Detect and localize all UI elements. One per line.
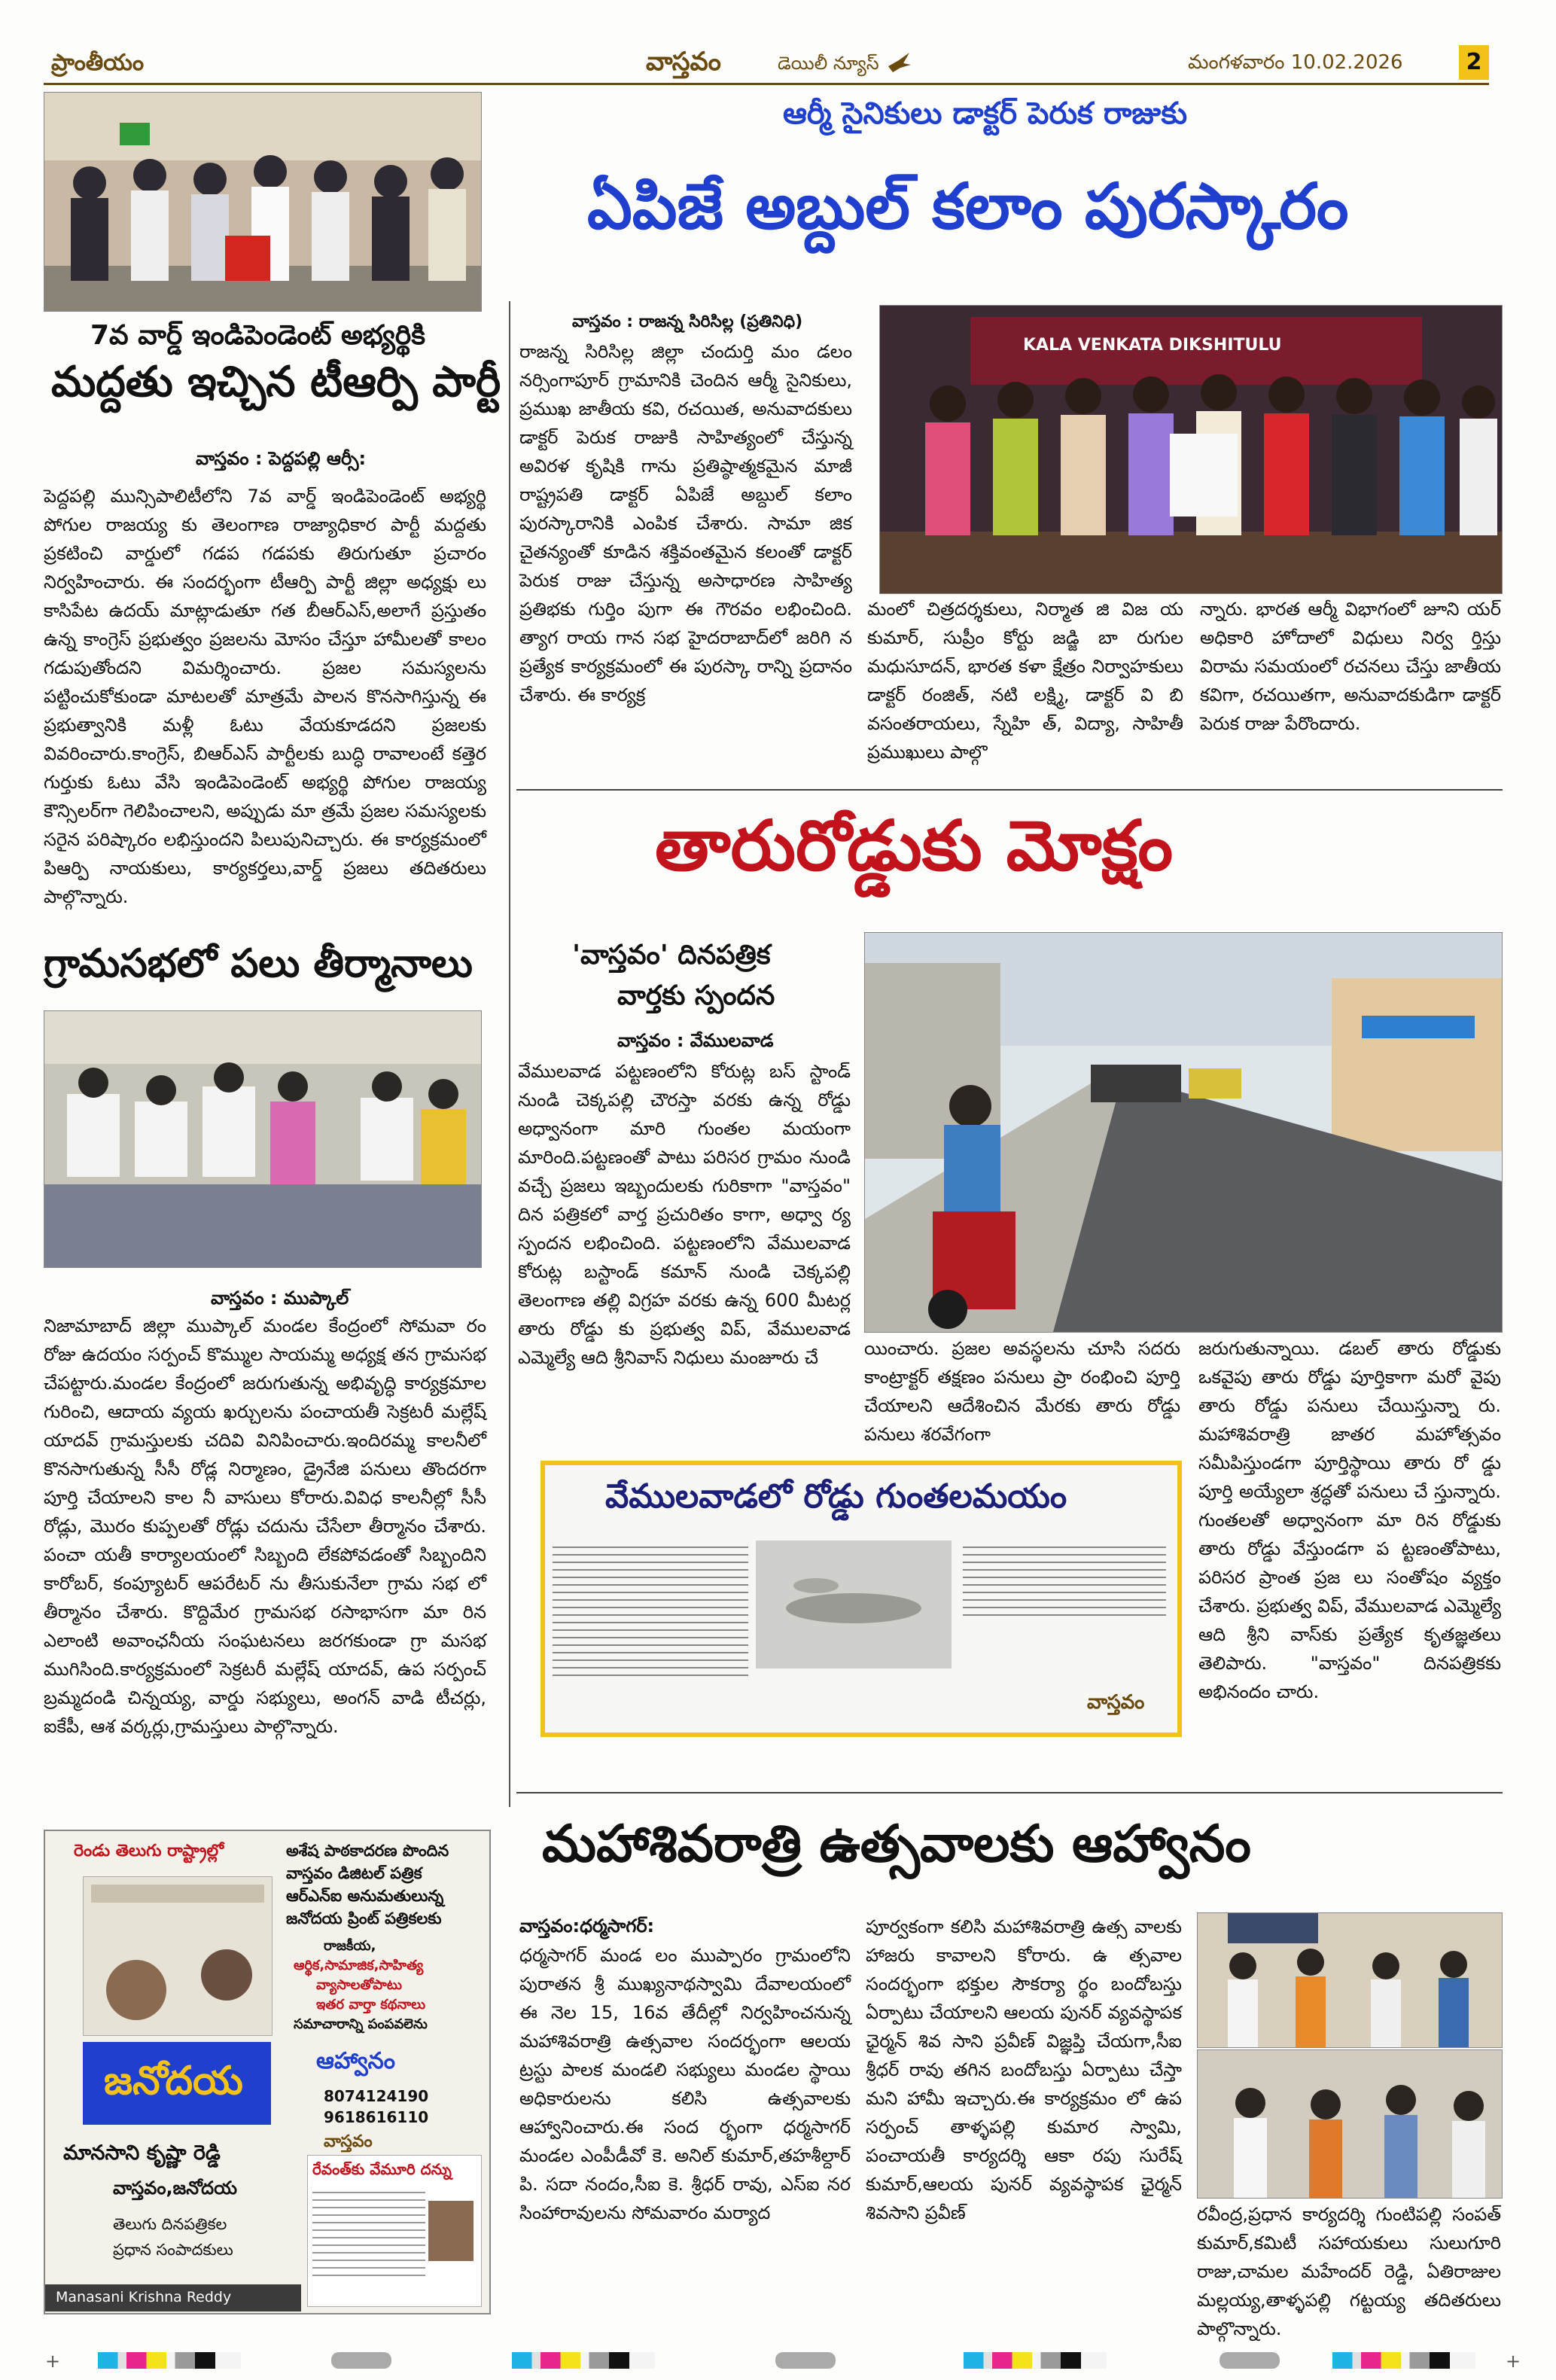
award-body-col3-text: న్నారు. భారత ఆర్మీ విభాగంలో జూని యర్ అధికారి హోదాలో విధులు నిర్వ ర్తిస్తు విరామ సమయంలో రచనలు చేస్తు జాతీయ కవిగా, రచయితగా, అనువాదకుడిగా డాక్టర్ పెరుక రాజు పేరొందారు. <box>1200 599 1501 734</box>
color-bar-right <box>964 2352 1107 2369</box>
page-number: 2 <box>1459 45 1489 80</box>
ad-line10: సమాచారాన్ని పంపవలెను <box>294 2016 428 2032</box>
festival-photo-1 <box>1197 1912 1503 2048</box>
ad-mini-head: రేవంత్‌కు వేమూరి దన్ను <box>312 2160 452 2178</box>
ad-mini-photo <box>428 2201 473 2261</box>
award-headline: ఏపిజే అబ్దుల్ కలాం పురస్కారం <box>587 169 1349 243</box>
ad-line9: ఇతర వార్తా కథనాలు <box>316 1997 426 2013</box>
festival-headline: మహాశివరాత్రి ఉత్సవాలకు ఆహ్వానం <box>542 1815 1251 1874</box>
award-body-col2-text: మంలో చిత్రదర్శకులు, నిర్మాత జి విజ య కుమార్, సుప్రీం కోర్టు జడ్జి బా రుగుల మధుసూదన్, భారత కళా క్షేత్రం నిర్వాహకులు డాక్టర్ రంజిత్, నటి లక్ష్మి, డాక్టర్ వి బి వసంతరాయలు, స్నేహి త్, విద్యా, సాహితీ ప్రముఖులు పాల్గొ <box>867 599 1183 763</box>
section-label: ప్రాంతీయం <box>51 50 145 76</box>
paper-name: వాస్తవం <box>646 47 721 77</box>
clipping-headline: వేములవాడలో రోడ్డు గుంతలమయం <box>605 1477 1067 1516</box>
paper-sub: డెయిలీ న్యూస్ <box>778 53 879 74</box>
support-headline: మద్దతు ఇచ్చిన టీఆర్పి పార్టీ <box>51 358 501 407</box>
road-body-col1 <box>518 1057 851 1372</box>
award-ceremony-photo <box>879 305 1503 594</box>
color-bar-left <box>98 2352 241 2369</box>
ad-role3: ప్రధాన సంపాదకులు <box>113 2241 233 2259</box>
ad-line1: రెండు తెలుగు రాష్ట్రాల్లో <box>74 1842 224 1860</box>
issue-date: మంగళవారం 10.02.2026 <box>1188 51 1403 74</box>
ad-name: మానసాని కృష్ణా రెడ్డి <box>63 2141 221 2165</box>
ad-role2: తెలుగు దినపత్రికల <box>113 2215 227 2233</box>
assembly-body-text: నిజామాబాద్ జిల్లా ముప్కాల్ మండల కేంద్రంలో సోమవా రం రోజు ఉదయం సర్పంచ్ కొమ్ముల సాయమ్మ అధ్యక్ష తన గ్రామసభ చేపట్టారు.మండల కేంద్రంలో జరుగుతున్న అభివృద్ధి కార్యక్రమాల గురించి, ఆదాయ వ్యయ ఖర్చులను పంచాయతీ సెక్రటరీ మల్లేష్ యాదవ్ గ్రామస్తులకు చదివి వినిపించారు.ఇందిరమ్మ కాలనీలో కొనసాగుతున్న సీసీ రోడ్ల నిర్మాణం, డ్రైనేజి పనులు తొందరగా పూర్తి చేయాలని కాల నీ వాసులు కోరారు.వివిధ కాలనీల్లో సీసీ రోడ్లు, మొరం కుప్పలతో రోడ్లు చదును చేసేలా తీర్మానం చేశారు. పంచా యతీ కార్యాలయంలో సిబ్బంది లేకపోవడంతో సిబ్బందిని కారోబర్, కంప్యూటర్ ఆపరేటర్ ను తీసుకునేలా గ్రామ సభ లో తీర్మానం చేశారు. కొద్దిమేర గ్రామసభ రసాభాసగా మా రిన ఎలాంటి అవాంఛనీయ సంఘటనలు జరగకుండా గ్రా మసభ ముగిసింది.కార్యక్రమంలో సెక్రటరీ మల్లేష్ యాదవ్, ఉప సర్పంచ్ బ్రమ్మదండి చిన్నయ్య, వార్డు సభ్యులు, అంగన్ వాడి టీచర్లు, ఐకేపీ, ఆశ వర్కర్లు,గ్రామస్తులు పాల్గొన్నారు. <box>44 1315 486 1737</box>
festival-body-col2 <box>866 1912 1182 2227</box>
ad-line8: వ్యాసాలతోపాటు <box>316 1977 402 1993</box>
festival-body-col1-text: ధర్మసాగర్ మండ లం ముప్పారం గ్రామంలోని పురాతన శ్రీ ముఖ్యనాథస్వామి దేవాలయంలో ఈ నెల 15, 16వ తేదీల్లో నిర్వహించనున్న మహాశివరాత్రి ఉత్సవాల సందర్భంగా ఆలయ ట్రస్టు పాలక మండలి సభ్యులు మండల స్థాయి అధికారులను కలిసి ఉత్సవాలకు ఆహ్వానించారు.ఈ సంద ర్భంగా ధర్మసాగర్ మండల ఎంపీడీవో కె. అనిల్ కుమార్,తహశీల్దార్ పి. సదా నందం,సీఐ కె. శ్రీధర్ రావు, ఎస్ఐ నర సింహారావులను సోమవారం మర్యాద <box>519 1945 851 2223</box>
award-credit: వాస్తవం : రాజన్న సిరిసిల్ల (ప్రతినిధి) <box>572 312 803 331</box>
ad-line3: వాస్తవం డిజిటల్ పత్రిక <box>286 1864 422 1882</box>
assembly-credit: వాస్తవం : ముప్కాల్ <box>211 1288 349 1309</box>
award-body-col1 <box>519 337 852 709</box>
column-rule-left <box>509 301 510 1807</box>
ad-line7: ఆర్థిక,సామాజిక,సాహిత్య <box>294 1958 424 1973</box>
ad-line2: అశేష పాఠకాదరణ పొందిన <box>286 1842 449 1860</box>
clipping-text-block <box>553 1540 748 1676</box>
road-subhead-line2: వార్తకు స్పందన <box>617 980 775 1011</box>
road-credit: వాస్తవం : వేములవాడ <box>617 1030 774 1051</box>
assembly-body <box>44 1312 486 1741</box>
ad-phone2: 9618616110 <box>324 2108 429 2126</box>
road-work-photo <box>864 932 1503 1333</box>
gray-pill-mid <box>775 2352 836 2369</box>
award-banner-text: KALA VENKATA DIKSHITULU <box>1023 336 1282 355</box>
road-bottom-rule <box>516 1792 1503 1793</box>
ad-caption-bar <box>45 2284 301 2311</box>
award-kicker: ఆర్మీ సైనికులు డాక్టర్ పెరుక రాజుకు <box>783 96 1188 131</box>
gray-pill-right <box>1220 2352 1280 2369</box>
ad-line5: జనోదయ ప్రింట్ పత్రికలకు <box>286 1909 442 1927</box>
road-headline: తారురోడ్డుకు మోక్షం <box>655 806 1174 886</box>
crop-mark-icon: + <box>45 2351 61 2372</box>
ad-mini-logo: వాస్తవం <box>324 2132 373 2151</box>
road-clipping <box>540 1461 1182 1737</box>
assembly-headline: గ్రామసభలో పలు తీర్మానాలు <box>44 941 473 986</box>
ad-phone1: 8074124190 <box>324 2087 429 2105</box>
bird-icon <box>887 50 912 75</box>
janodaya-ad <box>44 1830 491 2314</box>
support-body <box>44 482 486 911</box>
ad-mini-card <box>307 2155 482 2307</box>
masthead <box>44 45 1489 83</box>
support-rally-photo <box>44 92 482 312</box>
assembly-meeting-photo <box>44 1010 482 1268</box>
festival-photo-2 <box>1197 2049 1503 2199</box>
gray-pill-left <box>331 2352 391 2369</box>
festival-body-col1 <box>519 1941 851 2227</box>
color-bar-mid <box>512 2352 655 2369</box>
support-kicker: 7వ వార్డ్ ఇండిపెండెంట్ అభ్యర్థికి <box>90 320 426 351</box>
road-body-col2 <box>864 1334 1180 1449</box>
ad-role1: వాస్తవం,జనోదయ <box>113 2177 237 2199</box>
festival-credit: వాస్తవం:ధర్మసాగర్: <box>519 1915 655 1937</box>
ad-brand: జనోదయ <box>104 2059 243 2104</box>
clipping-text-block-2 <box>963 1540 1166 1616</box>
festival-body-col3-text: రవీంద్ర,ప్రధాన కార్యదర్శి గుంటిపల్లి సంపత్ కుమార్,కమిటీ సహాయకులు సులుగూరి రాజు,చామల మహేందర్ రెడ్డి, ఏతిరాజుల మల్లయ్య,తాళ్ళపల్లి గట్టయ్య తదితరులు పాల్గొన్నారు. <box>1197 2204 1501 2339</box>
road-body-col3 <box>1198 1334 1501 1706</box>
ad-caption: Manasani Krishna Reddy <box>56 2289 232 2305</box>
festival-body-col3 <box>1197 2200 1501 2343</box>
road-body-col2-text: యించారు. ప్రజల అవస్థలను చూసి సదరు కాంట్రాక్టర్ తక్షణం పనులు ప్రా రంభించి పూర్తి చేయాలని ఆదేశించిన మేరకు తారు రోడ్డు పనులు శరవేగంగా <box>864 1338 1180 1445</box>
color-bar-far-right <box>1332 2352 1475 2369</box>
support-body-text: పెద్దపల్లి మున్సిపాలిటీలోని 7వ వార్డ్ ఇండిపెండెంట్ అభ్యర్థి పోగుల రాజయ్య కు తెలంగాణ రాజ్యాధికార పార్టీ మద్దతు ప్రకటించి వార్డులో గడప గడపకు తిరుగుతూ ప్రచారం నిర్వహించారు. ఈ సందర్భంగా టీఆర్పి పార్టీ జిల్లా అధ్యక్షు లు కాసిపేట ఉదయ్ మాట్లాడుతూ గత బీఆర్ఎస్,అలాగే ప్రస్తుతం ఉన్న కాంగ్రెస్ ప్రభుత్వం ప్రజలను మోసం చేస్తూ హామీలతో కాలం గడుపుతోందని విమర్శించారు. ప్రజల సమస్యలను పట్టించుకోకుండా మాటలతో మాత్రమే పాలన కొనసాగిస్తున్న ఈ ప్రభుత్వానికి మళ్లీ ఓటు వేయకూడదని ప్రజలకు వివరించారు.కాంగ్రెస్, బిఆర్ఎస్ పార్టీలకు బుద్ధి రావాలంటే కత్తెర గుర్తుకు ఓటు వేసి ఇండిపెండెంట్ అభ్యర్థి పోగుల రాజయ్య కౌన్సిలర్‌గా గెలిపించాలని, అప్పుడు మా త్రమే ప్రజల సమస్యలకు సరైన పరిష్కారం లభిస్తుందని పిలుపునిచ్చారు. ఈ కార్యక్రమంలో పిఆర్పి నాయకులు, కార్యకర్తలు,వార్డ్ ప్రజలు తదితరులు పాల్గొన్నారు. <box>44 486 486 907</box>
clipping-photo <box>756 1540 952 1668</box>
road-body-col3-text: జరుగుతున్నాయి. డబల్ తారు రోడ్డుకు ఒకవైపు తారు రోడ్డు పూర్తికాగా మరో వైపు తారు రోడ్డు పనులు చేయిస్తున్నా రు. మహాశివరాత్రి జాతర మహోత్సవం సమీపిస్తుండగా పూర్తిస్థాయి తారు రో డ్డు పూర్తి అయ్యేలా శ్రద్ధతో పనులు చే స్తున్నారు. గుంతలతో అధ్వానంగా మా రిన రోడ్డుకు తారు రోడ్డు వేస్తుండగా ప ట్టణంతోపాటు, పరిసర ప్రాంత ప్రజ లు సంతోషం వ్యక్తం చేశారు. ప్రభుత్వ విప్, వేములవాడ ఎమ్మెల్యే ఆది శ్రీని వాస్‌కు ప్రత్యేక కృతజ్ఞతలు తెలిపారు. "వాస్తవం" దినపత్రికకు అభినందం చారు. <box>1198 1338 1501 1702</box>
festival-body-col2-text: పూర్వకంగా కలిసి మహాశివరాత్రి ఉత్స వాలకు హాజరు కావాలని కోరారు. ఉ త్సవాల సందర్భంగా భక్తుల సౌకర్యా ర్థం బందోబస్తు ఏర్పాటు చేయాలని ఆలయ పునర్ వ్యవస్థాపక ఛైర్మన్ శివ సాని ప్రవీణ్ విజ్ఞప్తి చేయగా,సీఐ శ్రీధర్ రావు తగిన బందోబస్తు ఏర్పాటు చేస్తా మని హామీ ఇచ్చారు.ఈ కార్యక్రమం లో ఉప సర్పంచ్ తాళ్ళపల్లి కుమార స్వామి, పంచాయతీ కార్యదర్శి ఆకా రపు సురేష్ కుమార్,ఆలయ పునర్ వ్యవస్థాపక ఛైర్మన్ శివసాని ప్రవీణ్ <box>866 1916 1182 2223</box>
registration-strip <box>0 2351 1556 2372</box>
crop-mark-icon-right: + <box>1506 2351 1521 2372</box>
support-credit: వాస్తవం : పెద్దపల్లి ఆర్సీ: <box>196 448 367 469</box>
award-body-col2 <box>867 595 1183 766</box>
clipping-logo: వాస్తవం <box>1087 1691 1145 1714</box>
award-body-col3 <box>1200 595 1501 738</box>
ad-mini-lines <box>312 2186 425 2276</box>
ad-invite: ఆహ్వానం <box>316 2048 395 2074</box>
award-bottom-rule <box>516 789 1503 791</box>
road-body-col1-text: వేములవాడ పట్టణంలోని కోరుట్ల బస్ స్టాండ్ నుండి చెక్కపల్లి చౌరస్తా వరకు ఉన్న రోడ్డు అధ్వానంగా మారి గుంతల మయంగా మారింది.పట్టణంతో పాటు పరిసర గ్రామం నుండి వచ్చే ప్రజలు ఇబ్బందులకు గురికాగా "వాస్తవం" దిన పత్రికలో వార్త ప్రచురితం కాగా, అధ్వా ర్య స్పందన లభించింది. పట్టణంలోని వేములవాడ కోరుట్ల బస్టాండ్ కమాన్ నుండి చెక్కపల్లి తెలంగాణ తల్లి విగ్రహ వరకు ఉన్న 600 మీటర్ల తారు రోడ్డు కు ప్రభుత్వ విప్, వేములవాడ ఎమ్మెల్యే ఆది శ్రీనివాస్ నిధులు మంజూరు చే <box>518 1061 851 1368</box>
ad-magazine-cover <box>83 1876 273 2036</box>
masthead-rule <box>44 83 1489 85</box>
award-body-col1-text: రాజన్న సిరిసిల్ల జిల్లా చందుర్తి మం డలం నర్సింగాపూర్ గ్రామానికి చెందిన ఆర్మీ సైనికులు, ప్రముఖ జాతీయ కవి, రచయిత, అనువాదకులు డాక్టర్ పెరుక రాజుకి సాహిత్యంలో చేస్తున్న అవిరళ కృషికి గాను ప్రతిష్ఠాత్మకమైన మాజీ రాష్ట్రపతి డాక్టర్ ఏపిజే అబ్దుల్ కలాం పురస్కారానికి ఎంపిక చేశారు. సామా జిక చైతన్యంతో కూడిన శక్తివంతమైన కలంతో డాక్టర్ పెరుక రాజు చేస్తున్న అసాధారణ సాహిత్య ప్రతిభకు గుర్తిం పుగా ఈ గౌరవం లభించింది. త్యాగ రాయ గాన సభ హైదరాబాద్‌లో జరిగి న ప్రత్యేక కార్యక్రమంలో ఈ పురస్కా రాన్ని ప్రదానం చేశారు. ఈ కార్యక్ర <box>519 341 852 705</box>
ad-line6: రాజకీయ, <box>324 1938 376 1954</box>
ad-line4: ఆర్ఎన్ఐ అనుమతులున్న <box>286 1887 444 1905</box>
ad-brand-box <box>83 2042 271 2125</box>
road-subhead-line1: 'వాస్తవం' దినపత్రిక <box>572 940 771 971</box>
